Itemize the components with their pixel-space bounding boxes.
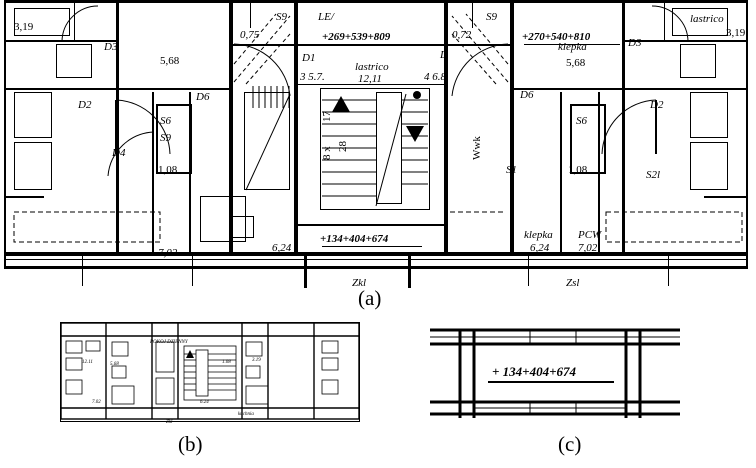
label-room-s2l: S2l xyxy=(646,169,661,181)
wall-h-left-4 xyxy=(4,196,44,198)
panel-b-small-plan xyxy=(60,322,360,430)
wall-thin-3 xyxy=(560,92,562,252)
label-room-d6-right: D6 xyxy=(520,89,534,101)
arc-left-top xyxy=(60,4,106,44)
label-dim-5-68-left: 5,68 xyxy=(160,55,180,67)
label-area-7-02-left: 7,02 xyxy=(158,247,178,259)
label-b-note-top: POKOJ DZIENNY xyxy=(150,340,188,345)
label-b-note-5: 7.02 xyxy=(92,400,101,405)
label-area-0-72: 0,72 xyxy=(452,29,472,41)
label-room-d4-left: D4 xyxy=(112,147,126,159)
dashed-outline-center-right xyxy=(448,200,510,250)
fixture-left-1 xyxy=(14,92,52,138)
wall-bottom-inner xyxy=(4,266,748,269)
label-room-d6-left: D6 xyxy=(196,91,210,103)
label-stair-run: 17 xyxy=(321,111,333,122)
label-b-note-4: 3.19 xyxy=(252,358,261,363)
label-dim-3-5-7: 3 5.7. xyxy=(300,71,325,83)
label-area-0-75: 0,75 xyxy=(240,29,260,41)
label-level-left: +269+539+809 xyxy=(322,31,391,43)
axis-tick-6 xyxy=(668,256,669,286)
fixture-right-1 xyxy=(690,92,728,138)
wall-bottom-outer xyxy=(4,252,748,256)
label-corridor-wwk: Wwk xyxy=(471,136,483,160)
level-underline-left xyxy=(324,44,420,45)
label-material-klepka-right: klepka xyxy=(558,41,587,53)
label-room-s9-top-left: S9 xyxy=(276,11,287,23)
label-level-bottom-center: +134+404+674 xyxy=(320,233,389,245)
panel-b-linework xyxy=(60,322,360,422)
label-room-d1: D1 xyxy=(302,52,316,64)
panel-a-floor-plan xyxy=(4,0,748,289)
arc-right-top xyxy=(644,4,690,44)
label-area-12-11: 12,11 xyxy=(358,73,382,85)
label-room-d2-right: D2 xyxy=(650,99,664,111)
label-b-note-7: kuchnia xyxy=(238,412,254,417)
caption-b: (b) xyxy=(178,432,203,456)
dashed-outline-right xyxy=(604,210,744,250)
left-room-rect-3 xyxy=(232,216,254,238)
label-room-s1: S1 xyxy=(506,164,517,176)
label-room-s9-top-right: S9 xyxy=(486,11,497,23)
wall-h-left-3 xyxy=(119,88,229,90)
label-area-6-24-right: 6,24 xyxy=(530,242,550,254)
stair-up-arrow-icon xyxy=(330,94,352,116)
level-underline-bottom xyxy=(322,246,422,247)
label-material-lastrico-right: lastrico xyxy=(690,13,724,25)
dashed-outline-left xyxy=(12,210,162,250)
label-area-3-19-left: 3,19 xyxy=(14,21,34,33)
label-room-d-right: D xyxy=(440,49,448,61)
label-level-right: +270+540+810 xyxy=(522,31,591,43)
wall-h-right-2 xyxy=(625,88,748,90)
wall-h-center-5 xyxy=(298,224,444,226)
fixture-right-2 xyxy=(690,142,728,190)
panel-c-detail xyxy=(430,322,680,430)
label-material-lastrico-center: lastrico xyxy=(355,61,389,73)
wall-bottom-mid xyxy=(4,259,748,260)
label-room-d3-left: D3 xyxy=(104,41,118,53)
label-b-note-6: 6.24 xyxy=(200,400,209,405)
roof-hatch-right xyxy=(448,6,510,86)
label-stair-count: 8 x xyxy=(321,146,333,160)
label-stair-rise: 28 xyxy=(337,141,349,152)
label-area-6-24-left: 6,24 xyxy=(272,242,292,254)
axis-tick-3 xyxy=(304,256,307,288)
label-material-klepka-bottom: klepka xyxy=(524,229,553,241)
fixture-left-3 xyxy=(56,44,92,78)
wall-vertical-5 xyxy=(510,0,514,252)
label-axis-zkl: Zkl xyxy=(352,277,367,289)
axis-tick-5 xyxy=(528,256,529,286)
label-room-s6-left: S6 xyxy=(160,115,171,127)
label-axis-zsl: Zsl xyxy=(566,277,580,289)
label-b-note-1: 12.11 xyxy=(82,360,93,365)
caption-a: (a) xyxy=(358,286,382,310)
label-room-d3-right: D3 xyxy=(628,37,642,49)
fixture-right-3 xyxy=(680,44,716,78)
label-b-note-3: 1.08 xyxy=(222,360,231,365)
label-b-note-2: 5.68 xyxy=(110,362,119,367)
label-dim-5-68-right: 5,68 xyxy=(566,57,586,69)
label-room-s6-right: S6 xyxy=(576,115,587,127)
axis-tick-4 xyxy=(408,256,411,288)
label-room-d2-left: D2 xyxy=(78,99,92,111)
label-room-lei: LE/ xyxy=(318,11,334,23)
label-room-s9-left: S9 xyxy=(160,132,171,144)
label-area-1-08-right: 1,08 xyxy=(568,164,588,176)
wall-h-left-2 xyxy=(4,88,116,90)
panel-c-level-label: + 134+404+674 xyxy=(492,364,576,379)
wall-h-right-4 xyxy=(704,196,748,198)
label-material-pcw: PCW xyxy=(578,229,602,241)
stair-pivot-dot-icon xyxy=(412,90,422,100)
label-dim-4-6-8: 4 6.8. xyxy=(424,71,449,83)
label-area-7-02-right: 7,02 xyxy=(578,242,598,254)
caption-c: (c) xyxy=(558,432,582,456)
label-area-1-08-left: 1,08 xyxy=(158,164,178,176)
wall-vertical-3 xyxy=(294,0,298,252)
fixture-left-2 xyxy=(14,142,52,190)
axis-tick-1 xyxy=(82,256,83,286)
axis-tick-2 xyxy=(192,256,193,286)
left-room-diag xyxy=(244,92,292,192)
stair-down-arrow-icon xyxy=(404,122,426,144)
label-area-3-19-right: 3,19 xyxy=(726,27,746,39)
label-b-axis: Zkl xyxy=(166,420,173,425)
